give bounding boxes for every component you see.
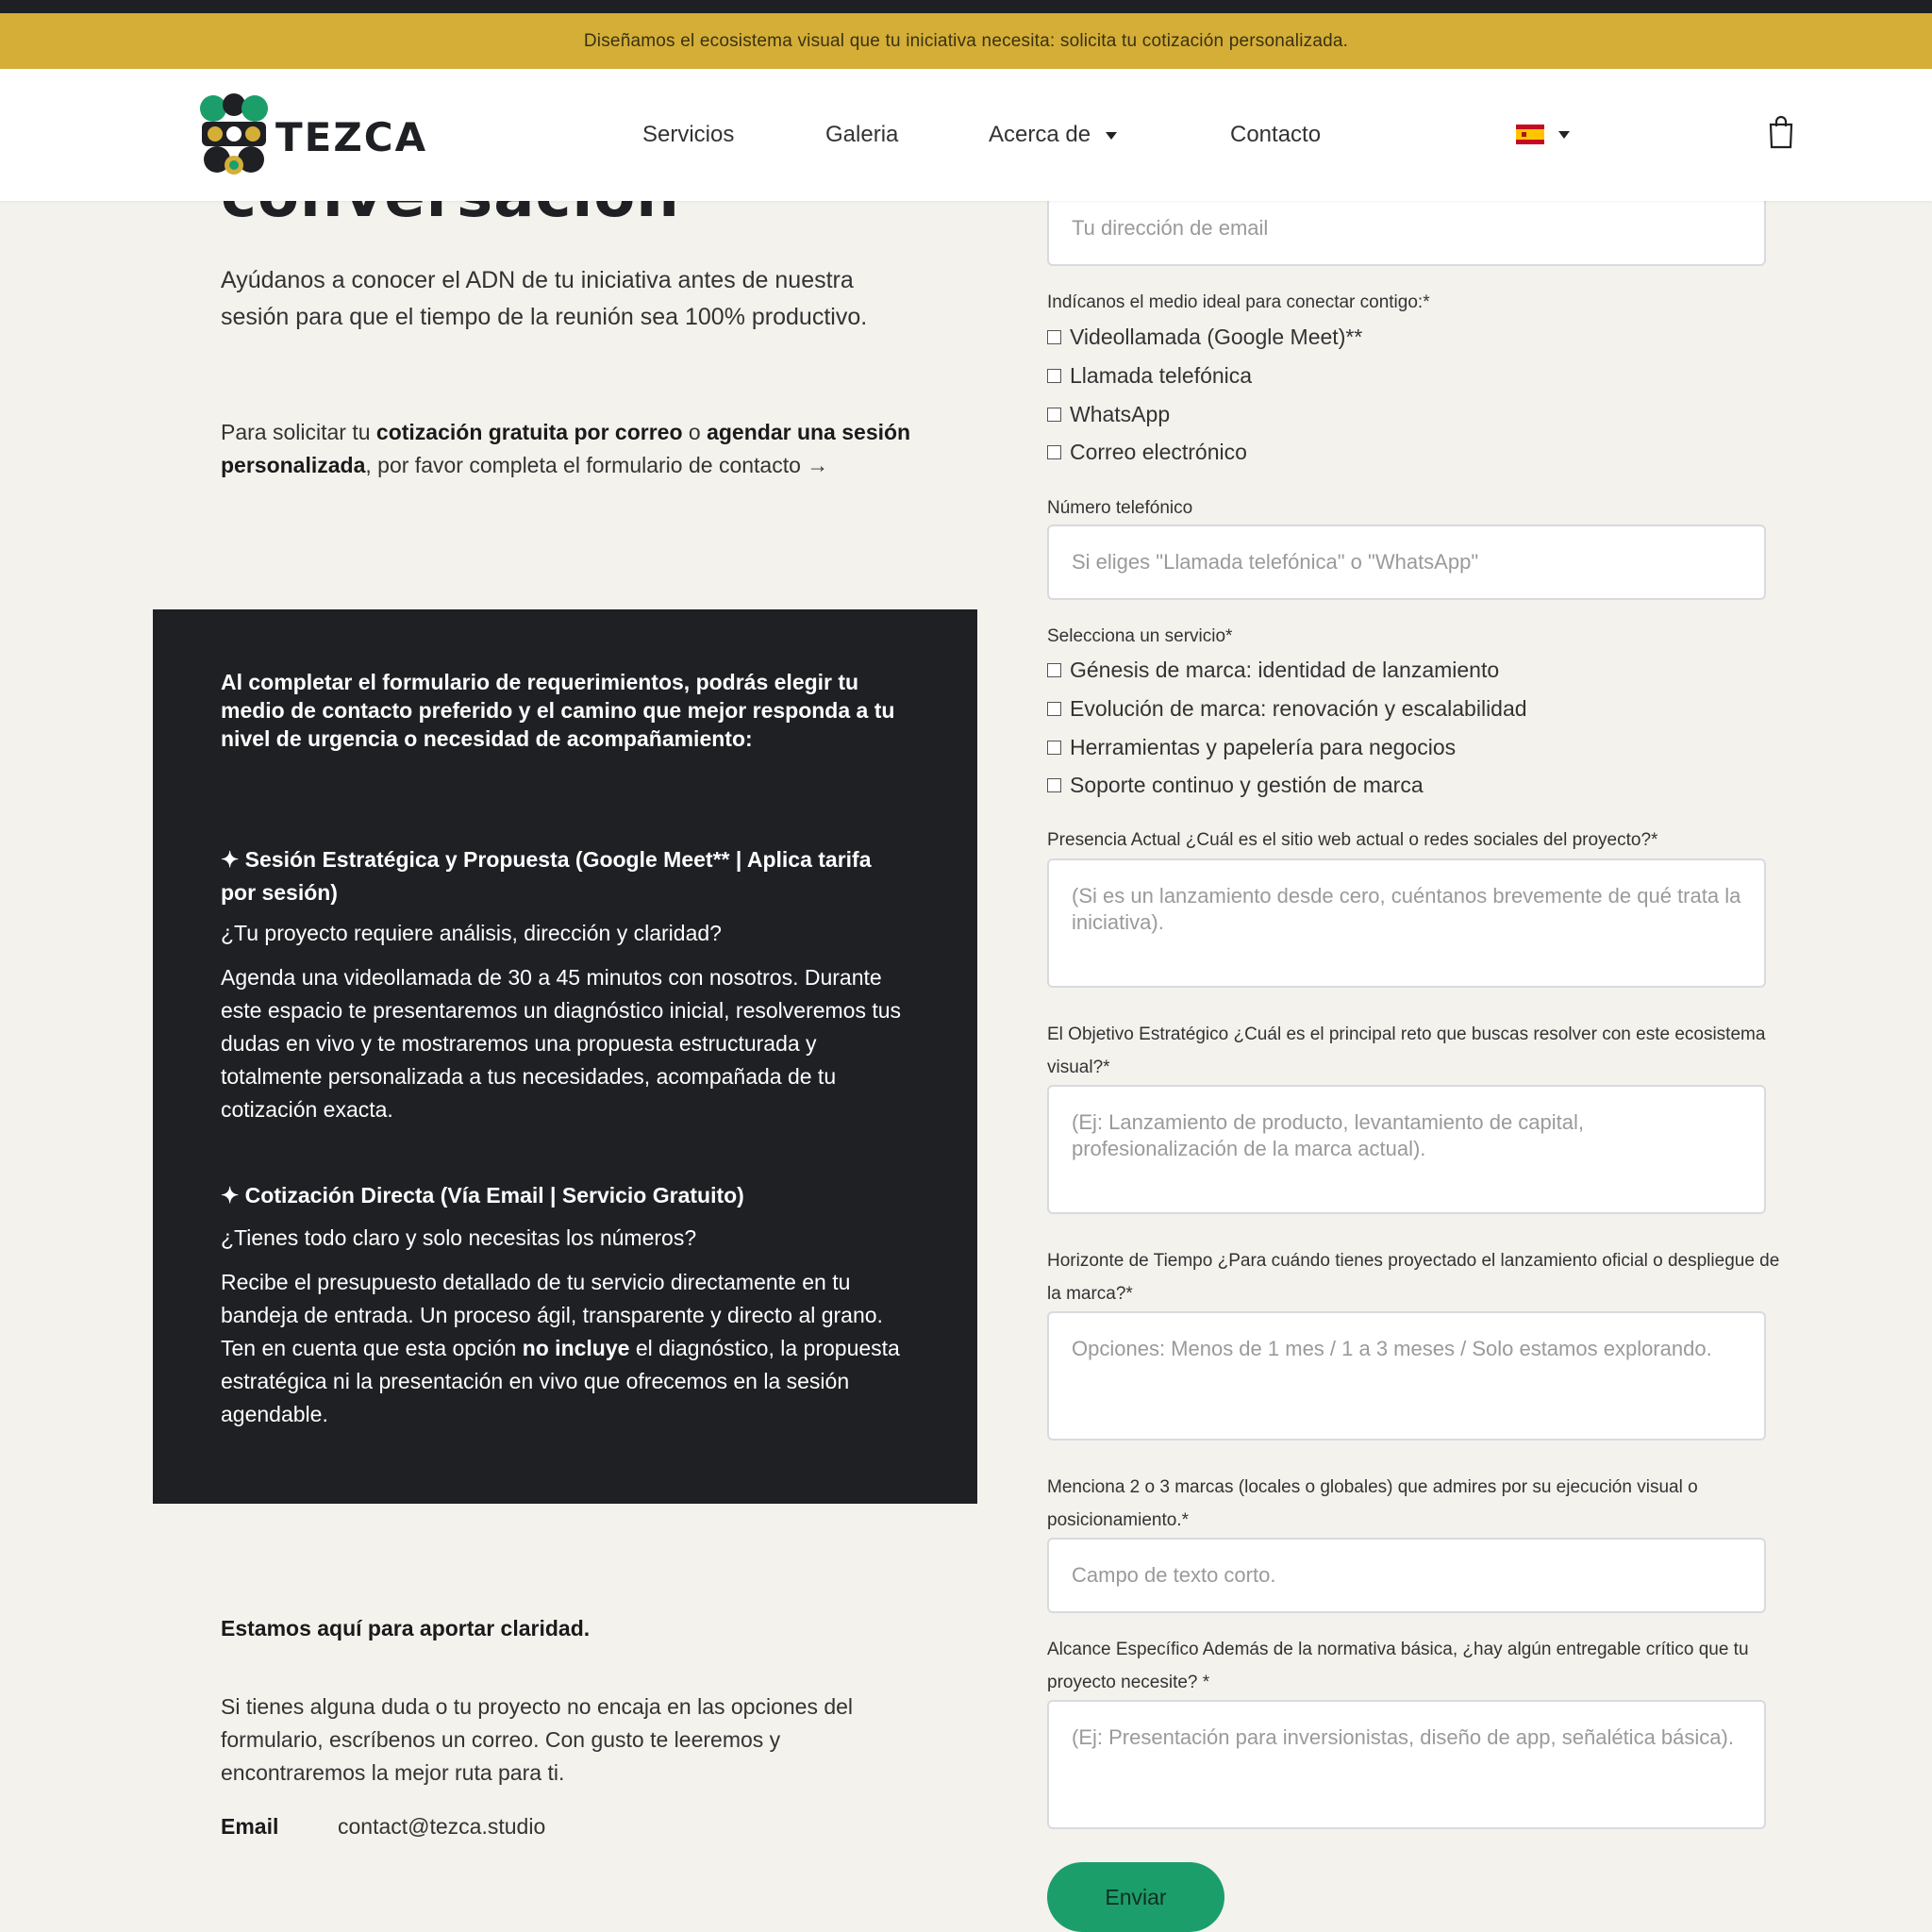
horizon-textarea[interactable] [1047, 1311, 1766, 1441]
tezca-logo-icon [196, 92, 272, 182]
option2-title: ✦ Cotización Directa (Vía Email | Servicio Gratuito) [221, 1183, 744, 1208]
nav-servicios[interactable]: Servicios [642, 122, 735, 147]
checkbox-llamada[interactable]: Llamada telefónica [1047, 363, 1252, 389]
option2-body: Recibe el presupuesto detallado de tu servicio directamente en tu bandeja de entrada. Un proceso ágil, transparente y directo al grano. Ten en cuenta que esta opción no incluye el diagnóstico, la propuesta estratégica ni la presentación en vivo que ofrecemos en la sesión agendable. [221, 1270, 900, 1426]
checkbox-soporte[interactable]: Soporte continuo y gestión de marca [1047, 773, 1424, 798]
objective-label: El Objetivo Estratégico ¿Cuál es el principal reto que buscas resolver con este ecosistema visual?* [1047, 1024, 1766, 1077]
presence-label: Presencia Actual ¿Cuál es el sitio web actual o redes sociales del proyecto?* [1047, 830, 1658, 850]
checkbox-box[interactable] [1047, 663, 1061, 677]
announcement-bar [0, 13, 1932, 69]
email-label: Email [221, 1814, 279, 1839]
email-input[interactable] [1047, 191, 1766, 266]
checkbox-correo[interactable]: Correo electrónico [1047, 440, 1247, 465]
intro-instructions: Para solicitar tu cotización gratuita por correo o agendar una sesión personalizada, por favor completa el formulario de contacto → [221, 420, 911, 477]
options-info-box [153, 609, 977, 1504]
checkbox-herramientas[interactable]: Herramientas y papelería para negocios [1047, 735, 1456, 760]
email-placeholder: Tu dirección de email [1072, 216, 1269, 240]
objective-textarea[interactable] [1047, 1085, 1766, 1214]
logo[interactable] [196, 92, 427, 182]
option1-title: ✦ Sesión Estratégica y Propuesta (Google Meet** | Aplica tarifa por sesión) [221, 847, 872, 905]
checkbox-whatsapp[interactable]: WhatsApp [1047, 402, 1170, 427]
contact-body: Si tienes alguna duda o tu proyecto no encaja en las opciones del formulario, escríbenos un correo. Con gusto te leeremos y encontraremos la mejor ruta para ti. [221, 1694, 854, 1785]
checkbox-box[interactable] [1047, 741, 1061, 755]
nav-contacto[interactable]: Contacto [1230, 122, 1322, 147]
language-chevron-icon[interactable] [1558, 131, 1570, 139]
intro-text: Ayúdanos a conocer el ADN de tu iniciativa antes de nuestra sesión para que el tiempo de la reunión sea 100% productivo. [221, 267, 868, 330]
checkbox-box[interactable] [1047, 778, 1061, 792]
nav-acerca-de-label: Acerca de [989, 122, 1091, 147]
option2-question: ¿Tienes todo claro y solo necesitas los números? [221, 1225, 697, 1250]
phone-input[interactable] [1047, 525, 1766, 600]
nav-galeria[interactable]: Galeria [825, 122, 899, 147]
brands-label: Menciona 2 o 3 marcas (locales o globales) que admires por su ejecución visual o posicionamiento.* [1047, 1477, 1698, 1530]
contact-email-link[interactable]: contact@tezca.studio [338, 1814, 546, 1839]
checkbox-box[interactable] [1047, 445, 1061, 459]
checkbox-evolucion[interactable]: Evolución de marca: renovación y escalabilidad [1047, 696, 1527, 722]
checkbox-box[interactable] [1047, 369, 1061, 383]
info-lead: Al completar el formulario de requerimientos, podrás elegir tu medio de contacto preferido y el camino que mejor responda a tu nivel de urgencia o necesidad de acompañamiento: [221, 670, 895, 751]
option1-question: ¿Tu proyecto requiere análisis, dirección y claridad? [221, 921, 722, 945]
top-strip [0, 0, 1932, 13]
checkbox-genesis[interactable]: Génesis de marca: identidad de lanzamiento [1047, 658, 1499, 683]
contact-method-label: Indícanos el medio ideal para conectar contigo:* [1047, 292, 1430, 312]
scope-label: Alcance Específico Además de la normativa básica, ¿hay algún entregable crítico que tu proyecto necesite? * [1047, 1640, 1749, 1692]
horizon-label: Horizonte de Tiempo ¿Para cuándo tienes proyectado el lanzamiento oficial o despliegue de la marca?* [1047, 1251, 1780, 1304]
announcement-text: Diseñamos el ecosistema visual que tu iniciativa necesita: solicita tu cotización personalizada. [583, 30, 1349, 51]
submit-button[interactable]: Enviar [1047, 1862, 1224, 1932]
presence-placeholder: (Si es un lanzamiento desde cero, cuéntanos brevemente de qué trata la iniciativa). [1072, 884, 1741, 934]
nav-acerca-de[interactable] [989, 122, 1117, 148]
brands-placeholder: Campo de texto corto. [1072, 1563, 1276, 1587]
shopping-bag-icon[interactable] [1767, 115, 1795, 149]
checkbox-videollamada[interactable]: Videollamada (Google Meet)** [1047, 325, 1362, 350]
spain-flag-icon[interactable] [1516, 125, 1544, 144]
scope-placeholder: (Ej: Presentación para inversionistas, diseño de app, señalética básica). [1072, 1725, 1734, 1749]
scope-textarea[interactable] [1047, 1700, 1766, 1829]
chevron-down-icon [1106, 132, 1117, 140]
checkbox-box[interactable] [1047, 702, 1061, 716]
phone-label: Número telefónico [1047, 498, 1193, 518]
site-header [0, 69, 1932, 201]
objective-placeholder: (Ej: Lanzamiento de producto, levantamiento de capital, profesionalización de la marca actual). [1072, 1110, 1584, 1160]
contact-title: Estamos aquí para aportar claridad. [221, 1616, 591, 1641]
presence-textarea[interactable] [1047, 858, 1766, 988]
phone-placeholder: Si eliges "Llamada telefónica" o "WhatsApp" [1072, 550, 1479, 574]
checkbox-box[interactable] [1047, 330, 1061, 344]
option1-body: Agenda una videollamada de 30 a 45 minutos con nosotros. Durante este espacio te presentaremos un diagnóstico inicial, resolveremos tus dudas en vivo y te mostraremos una propuesta estructurada y totalmente personalizada a tus necesidades, acompañada de tu cotización exacta. [221, 965, 902, 1122]
service-label: Selecciona un servicio* [1047, 626, 1233, 646]
brands-input[interactable] [1047, 1538, 1766, 1613]
horizon-placeholder: Opciones: Menos de 1 mes / 1 a 3 meses / Solo estamos explorando. [1072, 1337, 1712, 1360]
logo-text: TEZCA [275, 113, 428, 160]
checkbox-box[interactable] [1047, 408, 1061, 422]
